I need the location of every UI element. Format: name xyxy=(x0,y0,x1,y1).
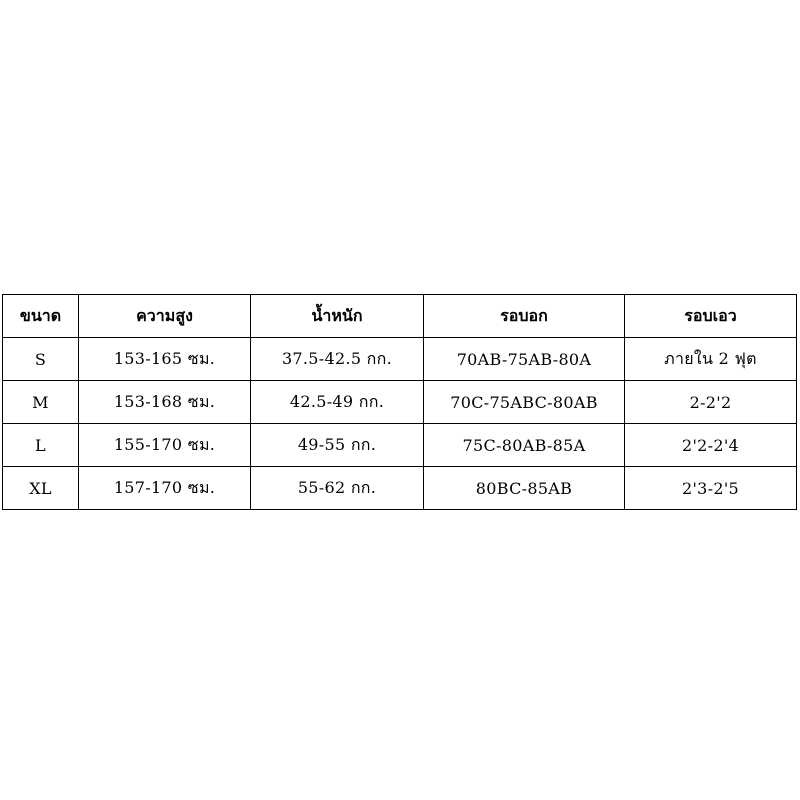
size-chart-table xyxy=(2,294,797,510)
header-weight: น้ำหนัก xyxy=(251,295,424,338)
cell-waist: ภายใน 2 ฟุต xyxy=(625,338,797,381)
header-waist: รอบเอว xyxy=(625,295,797,338)
cell-waist: 2'3-2'5 xyxy=(625,467,797,510)
cell-height: 155-170 ซม. xyxy=(79,424,251,467)
table-row xyxy=(3,381,797,424)
cell-waist: 2'2-2'4 xyxy=(625,424,797,467)
cell-weight: 49-55 กก. xyxy=(251,424,424,467)
header-height: ความสูง xyxy=(79,295,251,338)
cell-bust: 80BC-85AB xyxy=(424,467,625,510)
cell-bust: 75C-80AB-85A xyxy=(424,424,625,467)
table-row xyxy=(3,338,797,381)
cell-bust: 70C-75ABC-80AB xyxy=(424,381,625,424)
header-bust: รอบอก xyxy=(424,295,625,338)
cell-bust: 70AB-75AB-80A xyxy=(424,338,625,381)
cell-size: L xyxy=(3,424,79,467)
cell-weight: 55-62 กก. xyxy=(251,467,424,510)
cell-waist: 2-2'2 xyxy=(625,381,797,424)
cell-height: 153-168 ซม. xyxy=(79,381,251,424)
cell-height: 157-170 ซม. xyxy=(79,467,251,510)
cell-size: XL xyxy=(3,467,79,510)
cell-height: 153-165 ซม. xyxy=(79,338,251,381)
cell-size: M xyxy=(3,381,79,424)
table-header-row xyxy=(3,295,797,338)
cell-weight: 37.5-42.5 กก. xyxy=(251,338,424,381)
header-size: ขนาด xyxy=(3,295,79,338)
cell-weight: 42.5-49 กก. xyxy=(251,381,424,424)
table-row xyxy=(3,467,797,510)
cell-size: S xyxy=(3,338,79,381)
table-row xyxy=(3,424,797,467)
